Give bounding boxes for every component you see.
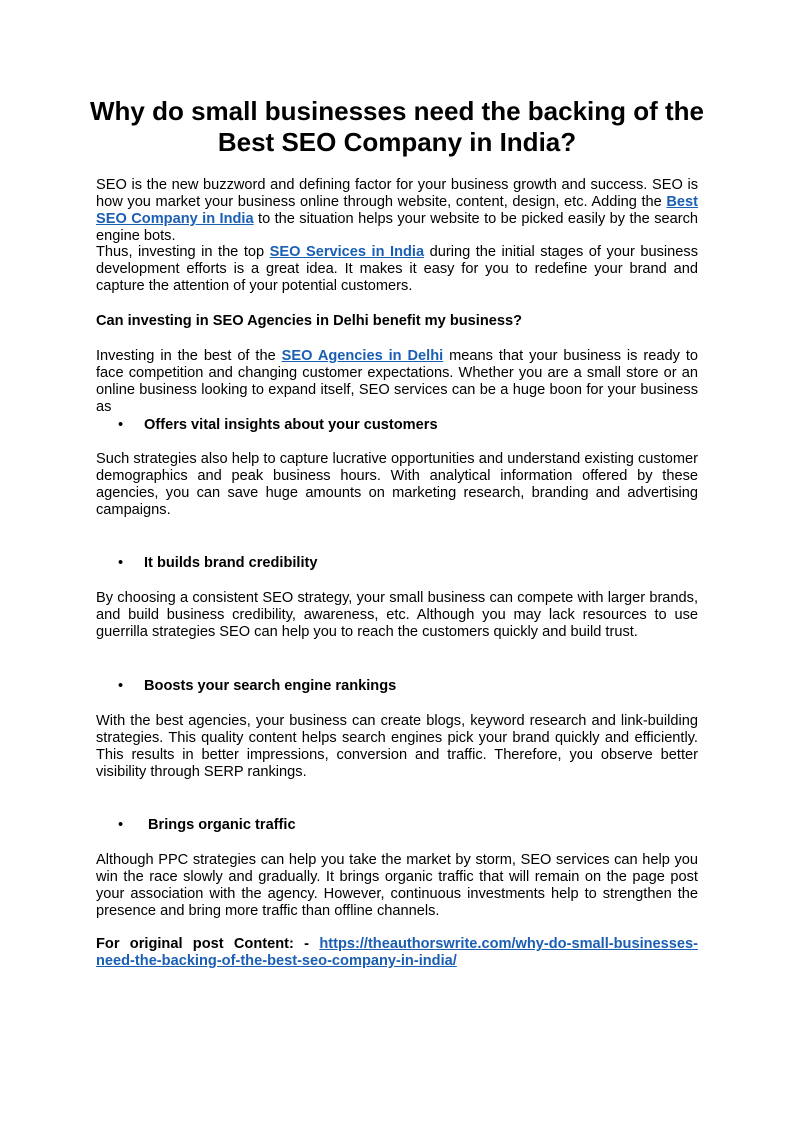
text: Investing in the best of the (96, 348, 282, 364)
text: during the initial stages of your business development efforts is a great idea. It makes it easy for you to redefine your brand and capture the attention of your potential customers. (96, 244, 698, 294)
intro-paragraph-1 (96, 177, 698, 245)
bullet-icon: • (118, 678, 124, 694)
footer-label: For original post Content: - (96, 936, 320, 952)
bullet-text: Boosts your search engine rankings (144, 678, 397, 694)
seo-agencies-delhi-link[interactable]: SEO Agencies in Delhi (281, 348, 444, 364)
bullet-heading (118, 678, 396, 695)
bullet-heading (118, 555, 318, 572)
bullet-heading (118, 817, 296, 834)
text: SEO is the new buzzword and defining factor for your business growth and success. SEO is how you market your business online through website, content, design, etc. Adding the (96, 177, 698, 210)
bullet-icon: • (118, 817, 124, 833)
intro-paragraph-2 (96, 244, 698, 295)
section-body: Although PPC strategies can help you take the market by storm, SEO services can help you win the race slowly and gradually. It brings organic traffic that will remain on the page post your association with the agency. However, continuous investments help to strengthen the presence and bring more traffic than offline channels. (96, 852, 698, 919)
bullet-text: It builds brand credibility (144, 555, 318, 571)
section-question: Can investing in SEO Agencies in Delhi benefit my business? (96, 313, 523, 329)
footer-source (96, 936, 698, 970)
section-body: By choosing a consistent SEO strategy, your small business can compete with larger brands, and build business credibility, awareness, etc. Although you may lack resources to use guerrilla strategies SEO can help you to reach the customers quickly and build trust. (96, 590, 698, 640)
section-body: With the best agencies, your business can create blogs, keyword research and link-building strategies. This quality content helps search engines pick your brand quickly and efficiently. This results in better impressions, conversion and traffic. Therefore, you observe better visibility through SERP rankings. (96, 713, 698, 780)
text: Thus, investing in the top (96, 244, 270, 260)
bullet-heading (118, 417, 438, 434)
bullet-text: Offers vital insights about your customers (144, 417, 438, 433)
original-post-link[interactable]: https://theauthorswrite.com/why-do-small-businesses-need-the-backing-of-the-best-seo-company-in-india/ (96, 936, 698, 969)
bullet-icon: • (118, 555, 124, 571)
text: means that your business is ready to face competition and changing customer expectations. Whether you are a small store or an online business looking to expand itself, SEO services can be a huge boon for your business as (96, 348, 698, 415)
answer-paragraph (96, 348, 698, 416)
bullet-text: Brings organic traffic (148, 817, 296, 833)
section-body: Such strategies also help to capture lucrative opportunities and understand existing customer demographics and peak business hours. With analytical information offered by these agencies, you can save huge amounts on marketing research, branding and advertising campaigns. (96, 451, 698, 518)
text: to the situation helps your website to be picked easily by the search engine bots. (96, 211, 699, 244)
best-seo-company-link[interactable]: Best SEO Company in India (96, 194, 698, 227)
bullet-icon: • (118, 417, 124, 433)
seo-services-link[interactable]: SEO Services in India (269, 244, 425, 260)
page-title: Why do small businesses need the backing of the Best SEO Company in India? (89, 96, 705, 157)
